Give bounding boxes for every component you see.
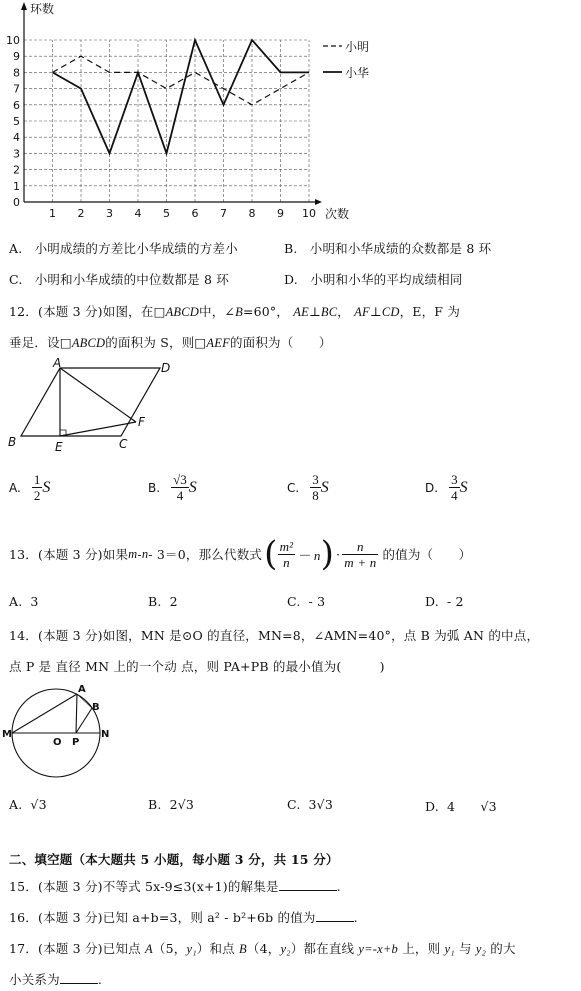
right-paren: ) (320, 534, 335, 574)
frac-den: 4 (451, 488, 458, 503)
q12-stem-line1 (9, 302, 460, 320)
q12-option-b (148, 472, 197, 503)
option-label: D. (425, 594, 439, 609)
score-line-chart (0, 0, 400, 230)
option-label: A. (9, 594, 23, 609)
frac-num: n (342, 539, 378, 555)
parallelogram-symbol: □ (153, 304, 166, 319)
legend-label: 小明 (345, 40, 370, 54)
option-label: D. (425, 799, 439, 814)
q14-option-a (9, 797, 47, 812)
stem-text: 17．(本题 3 分)已知点 (9, 941, 146, 956)
label-e: E (55, 440, 63, 453)
stem-text: （4， (246, 941, 281, 956)
math-s: S (42, 479, 51, 496)
math-ae: AE (293, 305, 309, 319)
stem-text: - (137, 546, 142, 562)
option-label: B. (148, 797, 162, 812)
q16-stem (9, 908, 358, 926)
math-s: S (188, 479, 197, 496)
q14-stem-line2: 点 P 是 直径 MN 上的一个动 点，则 PA+PB 的最小值为( ) (9, 659, 385, 674)
stem-text: 的值为（ ） (382, 547, 472, 562)
q13-option-c (287, 594, 325, 609)
perp-symbol: ⊥ (369, 304, 382, 319)
q14-option-b (148, 797, 194, 812)
x-tick-label: 7 (220, 207, 227, 220)
math-bc: BC (320, 305, 338, 319)
y-tick-label: 5 (13, 115, 20, 128)
q13-option-d (425, 594, 464, 609)
frac-num: 1 (33, 472, 41, 487)
segment-af (60, 368, 136, 422)
label-c: C (119, 437, 128, 451)
y-tick-label: 2 (13, 163, 20, 177)
frac-den: n (283, 554, 290, 570)
stem-text: ， (337, 304, 350, 319)
math-line-eq: y=-x+b (358, 942, 399, 956)
stem-text: 16．(本题 3 分)已知 a+b=3，则 a² - b²+6b 的值为 (9, 910, 316, 925)
label-b: B (8, 435, 17, 449)
option-label: A. (9, 241, 23, 256)
left-paren: ( (264, 534, 278, 574)
label-b: B (92, 702, 100, 713)
answer-blank[interactable] (60, 971, 98, 984)
math-cd: CD (381, 305, 400, 319)
q12-option-d (425, 472, 468, 503)
option-text: 小明和小华的平均成绩相同 (310, 272, 463, 287)
option-label: D. (284, 272, 298, 287)
x-axis-label: 次数 (325, 207, 350, 221)
math-y1: y₁ (186, 942, 197, 956)
option-text: 小明成绩的方差比小华成绩的方差小 (34, 241, 238, 256)
frac-den: 4 (176, 488, 184, 503)
math-s: S (459, 479, 468, 496)
math-m: m (128, 546, 138, 561)
stem-text: 与 (454, 941, 476, 956)
frac-den: 2 (33, 488, 41, 503)
option-text: 小明和小华成绩的中位数都是 8 环 (34, 272, 229, 287)
option-label: B. (284, 241, 298, 256)
q11-option-a (9, 239, 238, 257)
stem-text: 15．(本题 3 分)不等式 5x-9≤3(x+1)的解集是 (9, 879, 279, 894)
y-tick-label: 0 (13, 196, 20, 209)
stem-text: - 3＝0，那么代数式 (148, 547, 263, 562)
label-a: A (53, 358, 62, 370)
stem-text: ，E，F 为 (399, 304, 461, 319)
y-tick-label: 8 (13, 66, 20, 80)
option-text: 2√3 (169, 797, 195, 812)
series-line-xiaohua (53, 40, 310, 153)
y-axis-label: 环数 (30, 2, 55, 16)
label-a: A (78, 684, 86, 695)
frac-num: 3 (312, 472, 319, 487)
x-tick-label: 2 (77, 207, 85, 220)
q12-stem-line2 (9, 333, 332, 351)
label-f: F (138, 415, 145, 429)
option-label: C. (287, 594, 301, 609)
q15-stem (9, 877, 341, 895)
math-y2: y₂ (280, 942, 291, 956)
math-aef: AEF (206, 336, 230, 350)
dot-operator: · (336, 546, 341, 562)
stem-text: 的大 (486, 941, 516, 956)
parallelogram-symbol: □ (59, 335, 72, 350)
option-label: C. (287, 797, 301, 812)
stem-text: 13．(本题 3 分)如果 (9, 547, 129, 562)
q13-option-b (148, 594, 178, 609)
math-abcd: ABCD (71, 336, 106, 350)
stem-text: =60°， (242, 304, 290, 319)
stem-text: ）和点 (196, 941, 240, 956)
label-d: D (161, 361, 171, 375)
math-y2: y₂ (475, 942, 487, 956)
q13-stem (9, 534, 471, 574)
math-n: n (141, 546, 149, 561)
math-minus-n: － n (297, 547, 321, 563)
option-text: 2 (169, 594, 178, 609)
frac-num: √3 (173, 472, 187, 487)
math-b: B (239, 942, 247, 956)
x-tick-label: 3 (106, 207, 113, 220)
y-tick-label: 1 (13, 179, 20, 193)
section-heading-fill-in: 二、填空题（本大题共 5 小题，每小题 3 分，共 15 分） (9, 852, 339, 867)
x-tick-label: 6 (191, 207, 199, 220)
option-text: - 3 (308, 594, 326, 609)
y-tick-label: 3 (13, 147, 20, 161)
q14-option-d (425, 797, 497, 815)
q11-option-c (9, 270, 229, 288)
segment-pb (76, 708, 92, 733)
y-tick-label: 6 (13, 98, 20, 112)
stem-text: （5， (152, 941, 187, 956)
stem-text: 垂足．设 (9, 335, 60, 350)
answer-blank[interactable] (316, 909, 354, 922)
parallelogram-symbol: □ (194, 335, 207, 350)
stem-text: 12．(本题 3 分)如图，在 (9, 304, 154, 319)
q12-option-c (287, 472, 329, 503)
answer-blank[interactable] (279, 878, 337, 891)
q11-option-b (284, 239, 491, 257)
stem-text: 中，∠ (199, 304, 236, 319)
x-tick-label: 10 (302, 207, 316, 220)
stem-text: 小关系为 (9, 972, 60, 987)
math-y1: y₁ (444, 942, 455, 956)
option-text: 3 (30, 594, 39, 609)
stem-text: 的面积为 S，则 (105, 335, 195, 350)
option-text: √3 (30, 797, 47, 812)
parallelogram-figure (0, 358, 180, 453)
stem-text: 上，则 (398, 941, 445, 956)
x-tick-label: 8 (248, 207, 256, 220)
frac-num: 3 (451, 472, 458, 487)
y-tick-label: 4 (13, 131, 20, 145)
label-m: M (2, 729, 12, 740)
q11-option-d (284, 270, 463, 288)
stem-text: . (97, 972, 102, 987)
option-text: 3√3 (308, 797, 333, 812)
stem-text: ）都在直线 (290, 941, 359, 956)
option-label: D. (425, 481, 439, 495)
stem-text: . (353, 910, 358, 925)
option-label: C. (9, 272, 23, 287)
x-tick-label: 5 (163, 207, 170, 220)
y-tick-label: 9 (13, 50, 20, 64)
x-axis-arrow-icon (315, 199, 322, 205)
option-label: B. (148, 481, 161, 495)
math-s: S (320, 479, 329, 496)
math-af: AF (354, 305, 370, 319)
option-text: - 2 (446, 594, 464, 609)
stem-text: 的面积为（ ） (229, 335, 332, 350)
q12-option-a (9, 472, 50, 503)
perp-symbol: ⊥ (308, 304, 321, 319)
q14-stem-line1: 14．(本题 3 分)如图，MN 是⊙O 的直径，MN=8，∠AMN=40°，点 B 为弧 AN 的中点， (9, 628, 540, 643)
segment-pa (76, 694, 77, 733)
q17-stem-line1 (9, 939, 516, 957)
q14-option-c (287, 797, 333, 812)
option-label: A. (9, 481, 21, 495)
frac-num: m² (279, 538, 294, 554)
legend-label: 小华 (345, 66, 370, 80)
chord-ma (12, 694, 77, 733)
q17-stem-line2 (9, 970, 102, 988)
math-a: A (145, 942, 153, 956)
x-tick-label: 1 (49, 207, 56, 220)
y-axis-arrow-icon (21, 2, 27, 10)
y-tick-label: 7 (13, 82, 20, 96)
frac-den: 8 (312, 488, 319, 503)
circle-figure (0, 683, 120, 783)
label-o: O (53, 737, 62, 748)
option-text: 4 √3 (446, 799, 497, 814)
x-tick-label: 9 (277, 207, 284, 220)
y-tick-label: 10 (6, 34, 20, 47)
option-label: A. (9, 797, 23, 812)
option-text: 小明和小华成绩的众数都是 8 环 (309, 241, 492, 256)
label-n: N (101, 729, 110, 740)
label-p: P (72, 737, 80, 748)
q13-option-a (9, 594, 39, 609)
stem-text: . (336, 879, 341, 894)
segment-ab (77, 694, 92, 708)
frac-den: m + n (344, 554, 377, 570)
x-tick-label: 4 (134, 207, 142, 220)
option-label: B. (148, 594, 162, 609)
math-b: B (235, 305, 243, 319)
option-label: C. (287, 481, 300, 495)
math-abcd: ABCD (165, 305, 200, 319)
